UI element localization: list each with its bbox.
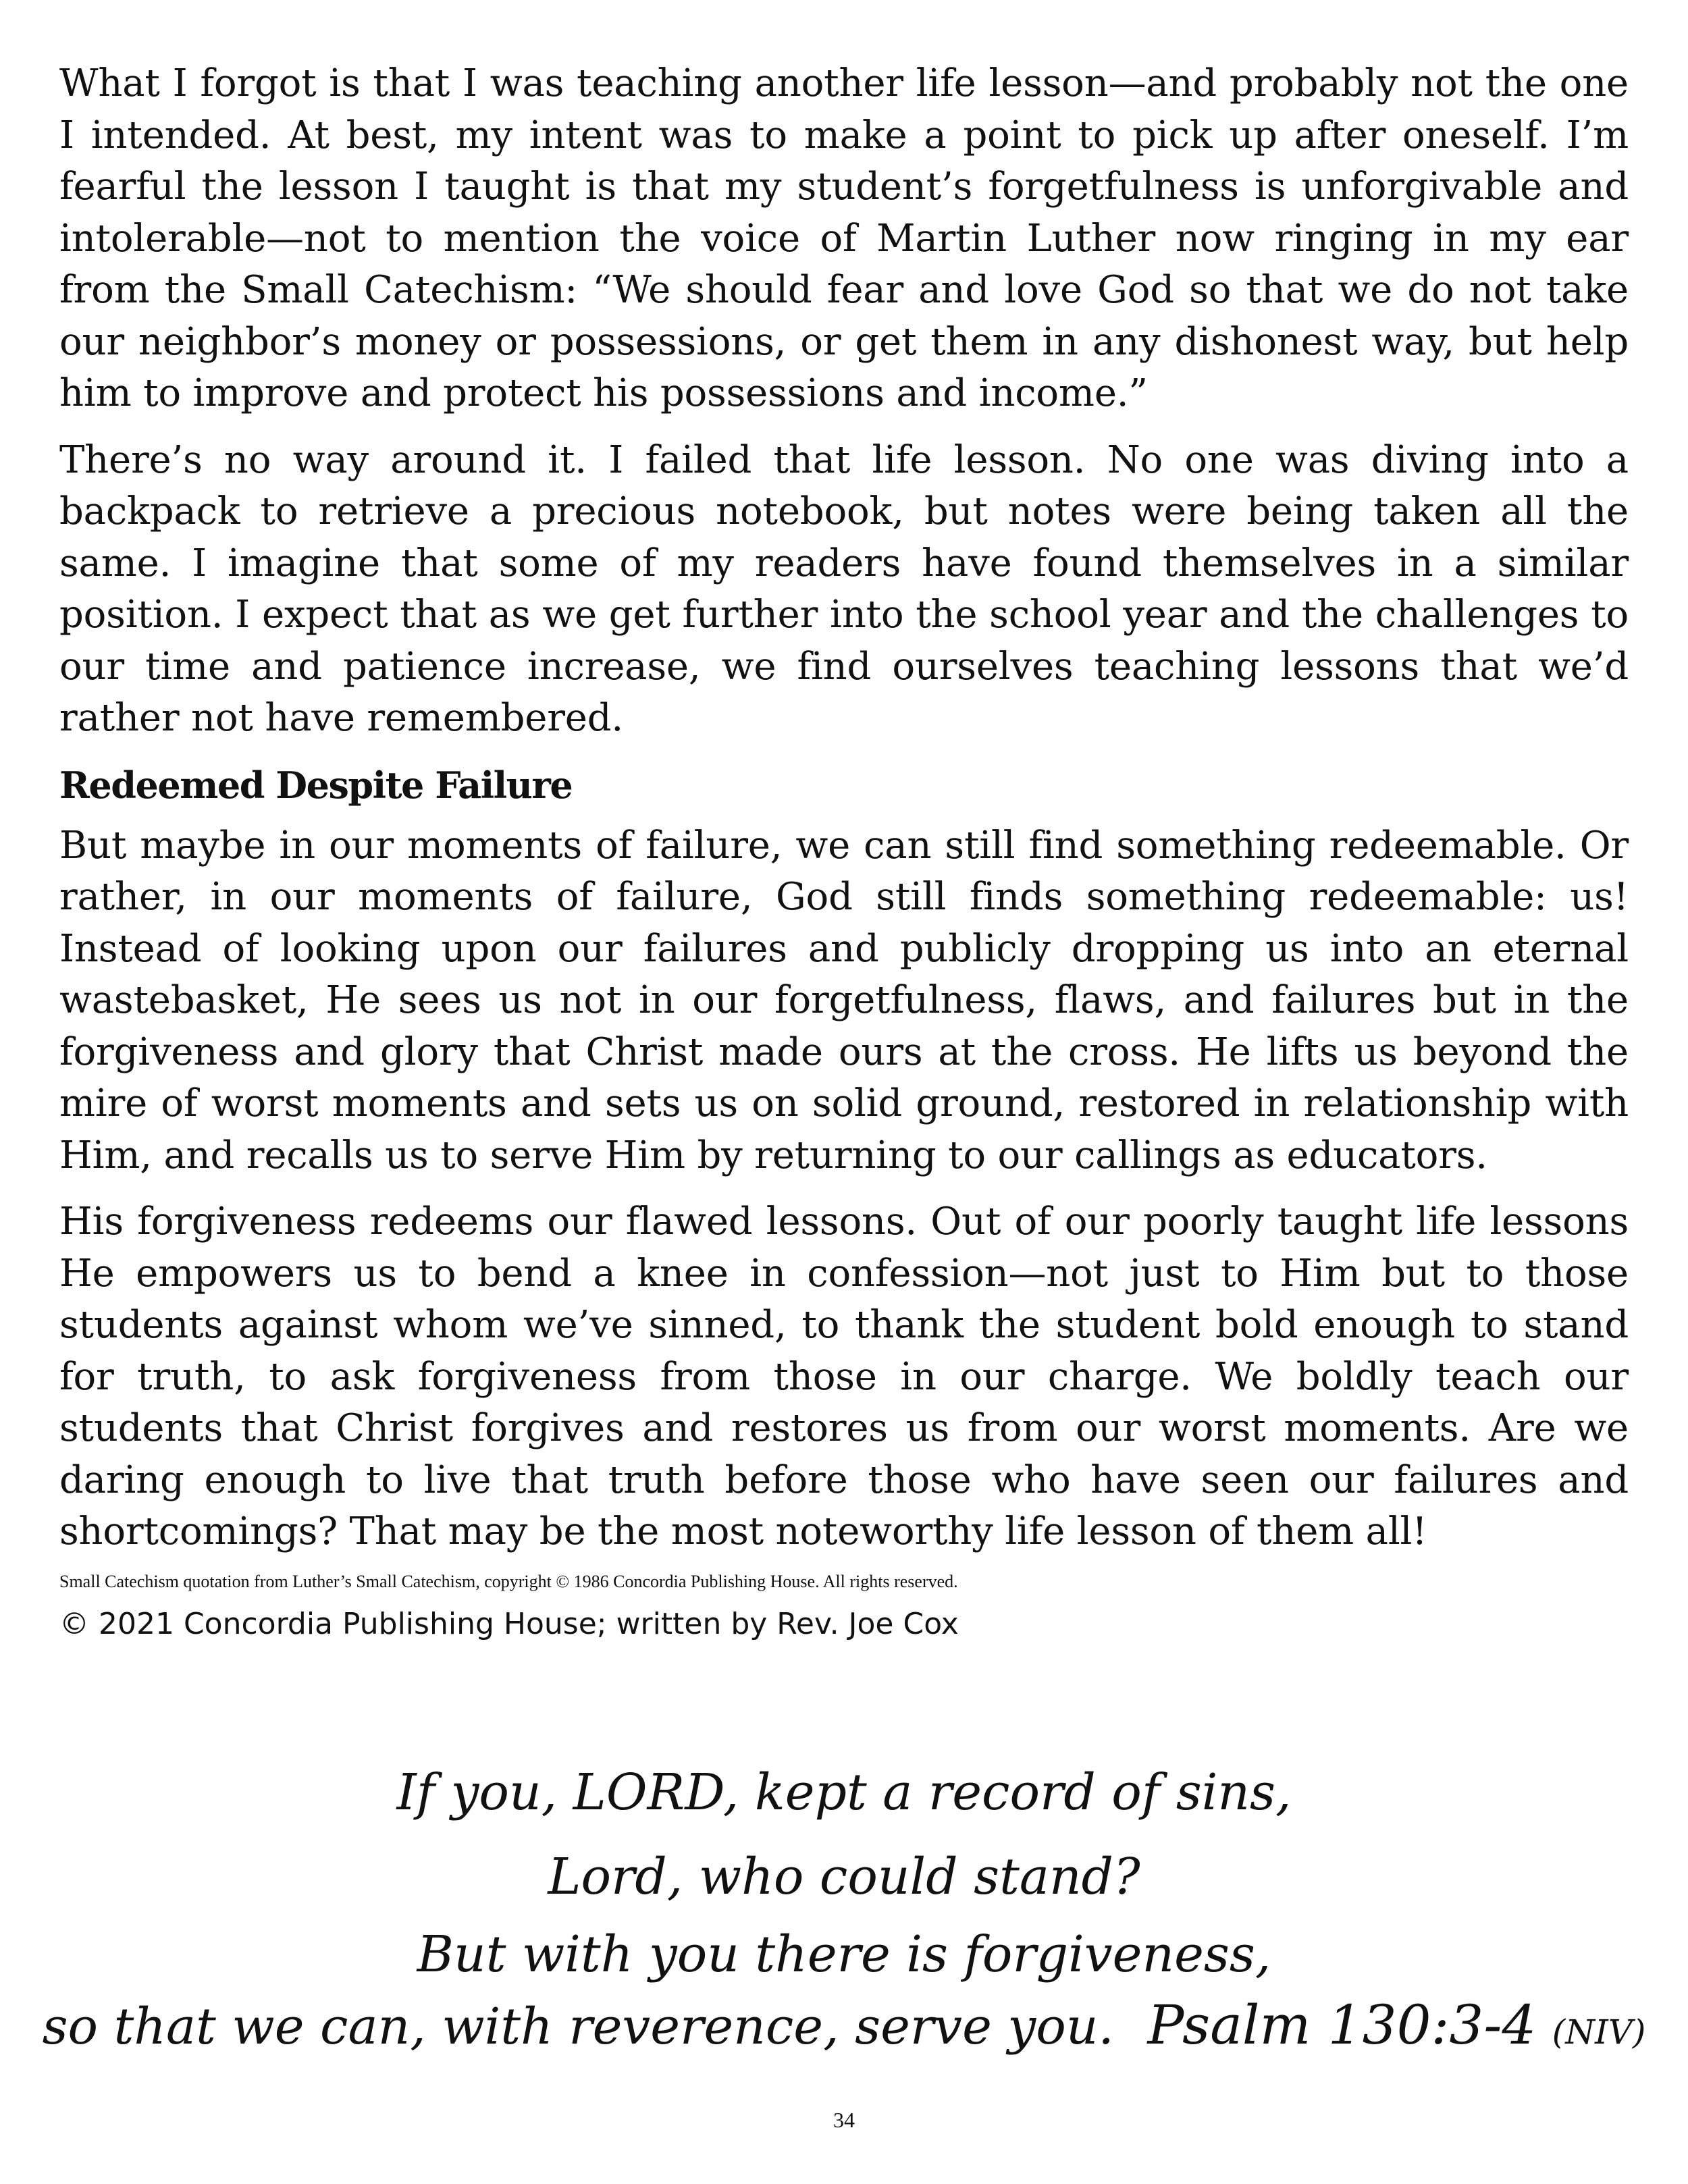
verse-line: But with you there is forgiveness, xyxy=(417,1925,1271,1983)
footnote: Small Catechism quotation from Luther’s Small Catechism, copyright © 1986 Concordia Publishing House. All rights reserved. xyxy=(59,1571,958,1591)
page-number: 34 xyxy=(833,2108,855,2132)
verse-last-line xyxy=(0,1988,1688,2069)
verse-line: If you, LORD, kept a record of sins, xyxy=(396,1763,1292,1821)
copyright-line: © 2021 Concordia Publishing House; written by Rev. Joe Cox xyxy=(59,1606,959,1641)
verse-line: so that we can, with reverence, serve you. xyxy=(42,1998,1114,2056)
body-paragraph: But maybe in our moments of failure, we can still find something redeemable. Or rather, in our moments of failure, God still finds something redeemable: us! Instead of looking upon our failures and publicly dropping us into an eternal wastebasket, He sees us not in our forgetfulness, flaws, and failures but in the forgiveness and glory that Christ made ours at the cross. He lifts us beyond the mire of worst moments and sets us on solid ground, restored in relationship with Him, and recalls us to serve Him by returning to our callings as educators. xyxy=(59,823,1629,1177)
verse-reference: Psalm 130:3-4 xyxy=(1147,1994,1537,2056)
section-heading: Redeemed Despite Failure xyxy=(59,763,573,807)
article-body xyxy=(59,58,1629,1643)
body-paragraph: What I forgot is that I was teaching another life lesson—and probably not the one I intended. At best, my intent was to make a point to pick up after oneself. I’m fearful the lesson I taught is that my student’s forgetfulness is unforgivable and intolerable—not to mention the voice of Martin Luther now ringing in my ear from the Small Catechism: “We should fear and love God so that we do not take our neighbor’s money or possessions, or get them in any dishonest way, but help him to improve and protect his possessions and income.” xyxy=(59,61,1629,415)
verse-translation: (NIV) xyxy=(1552,2013,1646,2052)
body-paragraph: There’s no way around it. I failed that life lesson. No one was diving into a backpack to retrieve a precious notebook, but notes were being taken all the same. I imagine that some of my readers have found themselves in a similar position. I expect that as we get further into the school year and the challenges to our time and patience increase, we find ourselves teaching lessons that we’d rather not have remembered. xyxy=(59,437,1629,740)
body-paragraph: His forgiveness redeems our flawed lessons. Out of our poorly taught life lessons He empowers us to bend a knee in confession—not just to Him but to those students against whom we’ve sinned, to thank the student bold enough to stand for truth, to ask forgiveness from those in our charge. We boldly teach our students that Christ forgives and restores us from our worst moments. Are we daring enough to live that truth before those who have seen our failures and shortcomings? That may be the most noteworthy life lesson of them all! xyxy=(59,1200,1629,1553)
verse-line: Lord, who could stand? xyxy=(548,1848,1140,1906)
